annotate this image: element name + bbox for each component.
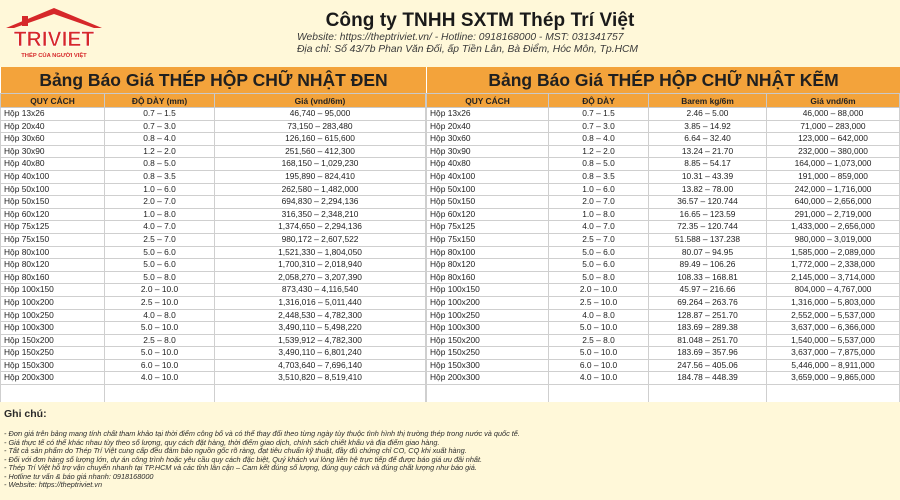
table-cell: Hộp 40x100 <box>427 170 549 183</box>
note-line: - Giá thực tế có thể khác nhau tùy theo số lượng, quy cách đặt hàng, thời điểm giao dịch, chính sách chiết khấu và địa điểm giao hàng. <box>4 437 440 447</box>
table-cell: 3,490,110 – 5,498,220 <box>215 322 426 335</box>
table-cell: 5.0 – 6.0 <box>549 259 649 272</box>
table-cell: 2.5 – 7.0 <box>105 233 215 246</box>
table-row <box>1 322 426 335</box>
table-cell: Hộp 60x120 <box>1 208 105 221</box>
table-row <box>427 347 900 360</box>
table-cell: 5,446,000 – 8,911,000 <box>767 359 900 372</box>
table-cell: 5.0 – 6.0 <box>105 259 215 272</box>
note-line: - Tất cả sản phẩm do Thép Trí Việt cung cấp đều đảm bảo nguồn gốc rõ ràng, đạt tiêu chuẩn kỹ thuật, đầy đủ chứng chỉ CO, CQ khi xuất hàng. <box>4 446 467 455</box>
table-row <box>1 145 426 158</box>
table-cell: Hộp 100x150 <box>1 284 105 297</box>
table-cell: 10.31 – 43.39 <box>649 170 767 183</box>
table-cell: Hộp 75x150 <box>1 233 105 246</box>
table-cell: 2,448,530 – 4,782,300 <box>215 309 426 322</box>
table-header-row <box>1 94 426 108</box>
galvanized-steel-table-section <box>426 67 900 402</box>
address-line: Địa chỉ: Số 43/7b Phan Văn Đối, ấp Tiền Lân, Bà Điểm, Hóc Môn, Tp.HCM <box>297 44 639 55</box>
notes-title: Ghi chú: <box>4 408 47 420</box>
table-cell: 36.57 – 120.744 <box>649 196 767 209</box>
table-row <box>427 322 900 335</box>
table-row <box>1 221 426 234</box>
table-cell: Hộp 13x26 <box>1 108 105 121</box>
table-cell: 2.5 – 10.0 <box>105 296 215 309</box>
table-cell: 13.82 – 78.00 <box>649 183 767 196</box>
table-cell: 1,772,000 – 2,338,000 <box>767 259 900 272</box>
table-cell: Hộp 50x150 <box>427 196 549 209</box>
table-cell: 46,740 – 95,000 <box>215 108 426 121</box>
black-steel-table-title: Bảng Báo Giá THÉP HỘP CHỮ NHẬT ĐEN <box>0 67 426 93</box>
table-row <box>1 372 426 385</box>
table-row <box>427 221 900 234</box>
table-cell: 4.0 – 7.0 <box>105 221 215 234</box>
table-row <box>427 259 900 272</box>
table-cell: 108.33 – 168.81 <box>649 271 767 284</box>
table-row <box>427 334 900 347</box>
table-cell: 5.0 – 6.0 <box>105 246 215 259</box>
table-cell: 694,830 – 2,294,136 <box>215 196 426 209</box>
table-cell: Hộp 80x160 <box>1 271 105 284</box>
table-cell: 89.49 – 106.26 <box>649 259 767 272</box>
table-cell: Hộp 30x60 <box>427 133 549 146</box>
table-cell: Hộp 75x125 <box>427 221 549 234</box>
table-cell: 2,058,270 – 3,207,390 <box>215 271 426 284</box>
table-row <box>427 284 900 297</box>
table-cell: 5.0 – 10.0 <box>549 347 649 360</box>
table-row <box>427 120 900 133</box>
table-row <box>1 296 426 309</box>
table-cell: Hộp 40x100 <box>1 170 105 183</box>
table-row <box>427 372 900 385</box>
table-cell: Hộp 80x120 <box>427 259 549 272</box>
table-cell: 6.64 – 32.40 <box>649 133 767 146</box>
table-cell: 80.07 – 94.95 <box>649 246 767 259</box>
table-cell: 2.0 – 7.0 <box>549 196 649 209</box>
notes-section <box>0 402 900 500</box>
table-cell: 1.2 – 2.0 <box>549 145 649 158</box>
table-row <box>1 133 426 146</box>
table-cell: Hộp 100x250 <box>427 309 549 322</box>
table-cell: 45.97 – 216.66 <box>649 284 767 297</box>
price-tables <box>0 67 900 402</box>
table-cell: Hộp 200x300 <box>427 372 549 385</box>
table-cell: 126,160 – 615,600 <box>215 133 426 146</box>
table-cell: 3.85 – 14.92 <box>649 120 767 133</box>
table-row <box>427 145 900 158</box>
table-cell: Hộp 40x80 <box>427 158 549 171</box>
table-cell: 3,490,110 – 6,801,240 <box>215 347 426 360</box>
table-cell: 13.24 – 21.70 <box>649 145 767 158</box>
table-cell: Hộp 80x120 <box>1 259 105 272</box>
table-cell: Hộp 13x26 <box>427 108 549 121</box>
black-steel-price-table <box>0 93 426 405</box>
table-cell: Hộp 60x120 <box>427 208 549 221</box>
table-cell: 1,700,310 – 2,018,940 <box>215 259 426 272</box>
table-cell: 4.0 – 10.0 <box>549 372 649 385</box>
table-cell: 980,000 – 3,019,000 <box>767 233 900 246</box>
table-cell: 5.0 – 10.0 <box>549 322 649 335</box>
table-cell: 1.0 – 6.0 <box>105 183 215 196</box>
table-cell: 5.0 – 6.0 <box>549 246 649 259</box>
table-cell: 1.2 – 2.0 <box>105 145 215 158</box>
note-line: - Đối với đơn hàng số lượng lớn, dự án công trình hoặc yêu cầu quy cách đặc biệt, Quý khách vui lòng liên hệ trực tiếp để được báo giá ưu đãi nhất. <box>4 454 482 464</box>
table-cell: 81.048 – 251.70 <box>649 334 767 347</box>
table-cell: 232,000 – 380,000 <box>767 145 900 158</box>
table-row <box>427 183 900 196</box>
table-row <box>1 309 426 322</box>
table-cell: 0.8 – 4.0 <box>105 133 215 146</box>
table-cell: 0.7 – 3.0 <box>549 120 649 133</box>
table-cell: 2.5 – 7.0 <box>549 233 649 246</box>
table-cell: 1,316,016 – 5,011,440 <box>215 296 426 309</box>
table-cell: Hộp 50x100 <box>427 183 549 196</box>
table-cell: 5.0 – 10.0 <box>105 347 215 360</box>
table-cell: Hộp 150x200 <box>427 334 549 347</box>
logo-text: TRIVIET <box>13 28 95 51</box>
table-cell: 191,000 – 859,000 <box>767 170 900 183</box>
column-header: Barem kg/6m <box>649 94 767 108</box>
table-cell: Hộp 150x250 <box>427 347 549 360</box>
table-cell: Hộp 40x80 <box>1 158 105 171</box>
table-cell: Hộp 75x150 <box>427 233 549 246</box>
table-cell: 804,000 – 4,767,000 <box>767 284 900 297</box>
table-cell: 3,659,000 – 9,865,000 <box>767 372 900 385</box>
table-row <box>1 334 426 347</box>
table-cell: 5.0 – 10.0 <box>105 322 215 335</box>
table-cell: 2.5 – 8.0 <box>105 334 215 347</box>
table-cell: 4,703,640 – 7,696,140 <box>215 359 426 372</box>
table-cell: 168,150 – 1,029,230 <box>215 158 426 171</box>
table-cell: Hộp 20x40 <box>427 120 549 133</box>
table-row <box>1 108 426 121</box>
logo-subtext: THÉP CỦA NGƯỜI VIỆT <box>21 53 87 59</box>
table-cell: 1,521,330 – 1,804,050 <box>215 246 426 259</box>
table-cell: 128.87 – 251.70 <box>649 309 767 322</box>
table-cell: 4.0 – 8.0 <box>549 309 649 322</box>
table-cell: 2,145,000 – 3,714,000 <box>767 271 900 284</box>
table-row <box>427 359 900 372</box>
table-row <box>427 133 900 146</box>
table-cell: Hộp 200x300 <box>1 372 105 385</box>
table-cell: Hộp 150x300 <box>1 359 105 372</box>
table-cell: 6.0 – 10.0 <box>105 359 215 372</box>
table-cell: 2,552,000 – 5,537,000 <box>767 309 900 322</box>
table-cell: 1,433,000 – 2,656,000 <box>767 221 900 234</box>
column-header: ĐỘ DÀY <box>549 94 649 108</box>
table-cell: Hộp 150x250 <box>1 347 105 360</box>
table-cell: Hộp 30x60 <box>1 133 105 146</box>
table-cell: 183.69 – 289.38 <box>649 322 767 335</box>
table-row <box>1 284 426 297</box>
table-cell: Hộp 100x150 <box>427 284 549 297</box>
table-cell: Hộp 80x100 <box>427 246 549 259</box>
company-logo[interactable] <box>2 6 106 64</box>
table-cell: 71,000 – 283,000 <box>767 120 900 133</box>
table-cell: Hộp 50x150 <box>1 196 105 209</box>
table-row <box>427 246 900 259</box>
table-cell: Hộp 100x300 <box>427 322 549 335</box>
table-cell: Hộp 150x200 <box>1 334 105 347</box>
column-header: ĐỘ DÀY (mm) <box>105 94 215 108</box>
table-cell: 2.46 – 5.00 <box>649 108 767 121</box>
table-cell: 195,890 – 824,410 <box>215 170 426 183</box>
note-line: - Đơn giá trên bảng mang tính chất tham khảo tại thời điểm công bố và có thể thay đổi theo từng ngày tùy thuộc tình hình thị trường thép trong nước và quốc tế. <box>4 429 520 438</box>
table-cell: 0.7 – 1.5 <box>549 108 649 121</box>
table-cell: 4.0 – 7.0 <box>549 221 649 234</box>
table-cell: Hộp 100x200 <box>1 296 105 309</box>
table-cell: 69.264 – 263.76 <box>649 296 767 309</box>
column-header: Giá (vnd/6m) <box>215 94 426 108</box>
table-cell: 2.5 – 10.0 <box>549 296 649 309</box>
table-cell: 2.5 – 8.0 <box>549 334 649 347</box>
table-row <box>427 309 900 322</box>
table-row <box>1 347 426 360</box>
table-cell: 1.0 – 8.0 <box>549 208 649 221</box>
table-cell: 123,000 – 642,000 <box>767 133 900 146</box>
table-cell: 2.0 – 10.0 <box>549 284 649 297</box>
table-row <box>1 196 426 209</box>
table-cell: 4.0 – 10.0 <box>105 372 215 385</box>
table-cell: Hộp 50x100 <box>1 183 105 196</box>
table-cell: Hộp 80x160 <box>427 271 549 284</box>
table-cell: 1,539,912 – 4,782,300 <box>215 334 426 347</box>
table-cell: 247.56 – 405.06 <box>649 359 767 372</box>
note-line: - Hotline tư vấn & báo giá nhanh: 0918168000 <box>4 471 154 481</box>
table-row <box>1 359 426 372</box>
table-cell: 4.0 – 8.0 <box>105 309 215 322</box>
table-cell: 251,560 – 412,300 <box>215 145 426 158</box>
table-cell: 980,172 – 2,607,522 <box>215 233 426 246</box>
table-cell: 1,316,000 – 5,803,000 <box>767 296 900 309</box>
table-cell: 316,350 – 2,348,210 <box>215 208 426 221</box>
column-header: Giá vnd/6m <box>767 94 900 108</box>
table-row <box>1 183 426 196</box>
table-cell: 73,150 – 283,480 <box>215 120 426 133</box>
table-cell: 873,430 – 4,116,540 <box>215 284 426 297</box>
table-row <box>1 120 426 133</box>
table-row <box>427 296 900 309</box>
table-cell: 6.0 – 10.0 <box>549 359 649 372</box>
table-cell: 0.8 – 3.5 <box>549 170 649 183</box>
table-row <box>427 233 900 246</box>
table-cell: Hộp 150x300 <box>427 359 549 372</box>
table-row <box>1 170 426 183</box>
table-cell: 640,000 – 2,656,000 <box>767 196 900 209</box>
note-line: - Website: https://theptriviet.vn <box>4 480 103 489</box>
table-cell: 46,000 – 88,000 <box>767 108 900 121</box>
table-cell: 0.8 – 4.0 <box>549 133 649 146</box>
table-cell: 72.35 – 120.744 <box>649 221 767 234</box>
table-cell: Hộp 30x90 <box>427 145 549 158</box>
table-cell: 242,000 – 1,716,000 <box>767 183 900 196</box>
table-cell: 5.0 – 8.0 <box>549 271 649 284</box>
table-cell: 262,580 – 1,482,000 <box>215 183 426 196</box>
table-row <box>1 208 426 221</box>
table-row <box>427 271 900 284</box>
table-cell: Hộp 80x100 <box>1 246 105 259</box>
table-row <box>427 108 900 121</box>
table-row <box>427 170 900 183</box>
table-row <box>1 246 426 259</box>
column-header: QUY CÁCH <box>427 94 549 108</box>
table-cell: Hộp 30x90 <box>1 145 105 158</box>
column-header: QUY CÁCH <box>1 94 105 108</box>
table-cell: 16.65 – 123.59 <box>649 208 767 221</box>
notes-list <box>4 430 896 490</box>
table-cell: 1,374,650 – 2,294,136 <box>215 221 426 234</box>
table-cell: 1.0 – 6.0 <box>549 183 649 196</box>
table-cell: 5.0 – 8.0 <box>105 271 215 284</box>
table-cell: 0.8 – 5.0 <box>105 158 215 171</box>
table-cell: Hộp 100x200 <box>427 296 549 309</box>
table-cell: 0.8 – 5.0 <box>549 158 649 171</box>
table-cell: Hộp 20x40 <box>1 120 105 133</box>
table-row <box>1 259 426 272</box>
table-cell: 0.7 – 3.0 <box>105 120 215 133</box>
table-cell: 184.78 – 448.39 <box>649 372 767 385</box>
company-name: Công ty TNHH SXTM Thép Trí Việt <box>325 10 635 31</box>
header <box>0 0 900 66</box>
table-row <box>427 196 900 209</box>
table-cell: 3,510,820 – 8,519,410 <box>215 372 426 385</box>
table-cell: 3,637,000 – 6,366,000 <box>767 322 900 335</box>
table-cell: Hộp 75x125 <box>1 221 105 234</box>
table-cell: 291,000 – 2,719,000 <box>767 208 900 221</box>
table-cell: Hộp 100x250 <box>1 309 105 322</box>
table-cell: 8.85 – 54.17 <box>649 158 767 171</box>
table-cell: 183.69 – 357.96 <box>649 347 767 360</box>
table-cell: 164,000 – 1,073,000 <box>767 158 900 171</box>
note-line: - Thép Trí Việt hỗ trợ vận chuyển nhanh tại TP.HCM và các tỉnh lân cận – Cam kết đúng số lượng, đúng quy cách và đúng chất lượng như báo giá. <box>4 463 477 472</box>
table-row <box>1 233 426 246</box>
black-steel-table-section <box>0 67 426 402</box>
website-line: Website: https://theptriviet.vn/ - Hotline: 0918168000 - MST: 031341757 <box>297 32 624 43</box>
table-cell: 2.0 – 7.0 <box>105 196 215 209</box>
galvanized-steel-table-title: Bảng Báo Giá THÉP HỘP CHỮ NHẬT KẼM <box>426 67 900 93</box>
table-row <box>1 271 426 284</box>
table-row <box>427 158 900 171</box>
table-cell: 0.8 – 3.5 <box>105 170 215 183</box>
company-info <box>297 32 677 56</box>
table-header-row <box>427 94 900 108</box>
galvanized-steel-price-table <box>426 93 900 405</box>
table-cell: 1,540,000 – 5,537,000 <box>767 334 900 347</box>
table-row <box>427 208 900 221</box>
table-cell: Hộp 100x300 <box>1 322 105 335</box>
table-cell: 0.7 – 1.5 <box>105 108 215 121</box>
table-cell: 1,585,000 – 2,089,000 <box>767 246 900 259</box>
table-cell: 1.0 – 8.0 <box>105 208 215 221</box>
table-row <box>1 158 426 171</box>
logo-icon <box>2 6 106 64</box>
table-cell: 2.0 – 10.0 <box>105 284 215 297</box>
table-cell: 3,637,000 – 7,875,000 <box>767 347 900 360</box>
table-cell: 51.588 – 137.238 <box>649 233 767 246</box>
